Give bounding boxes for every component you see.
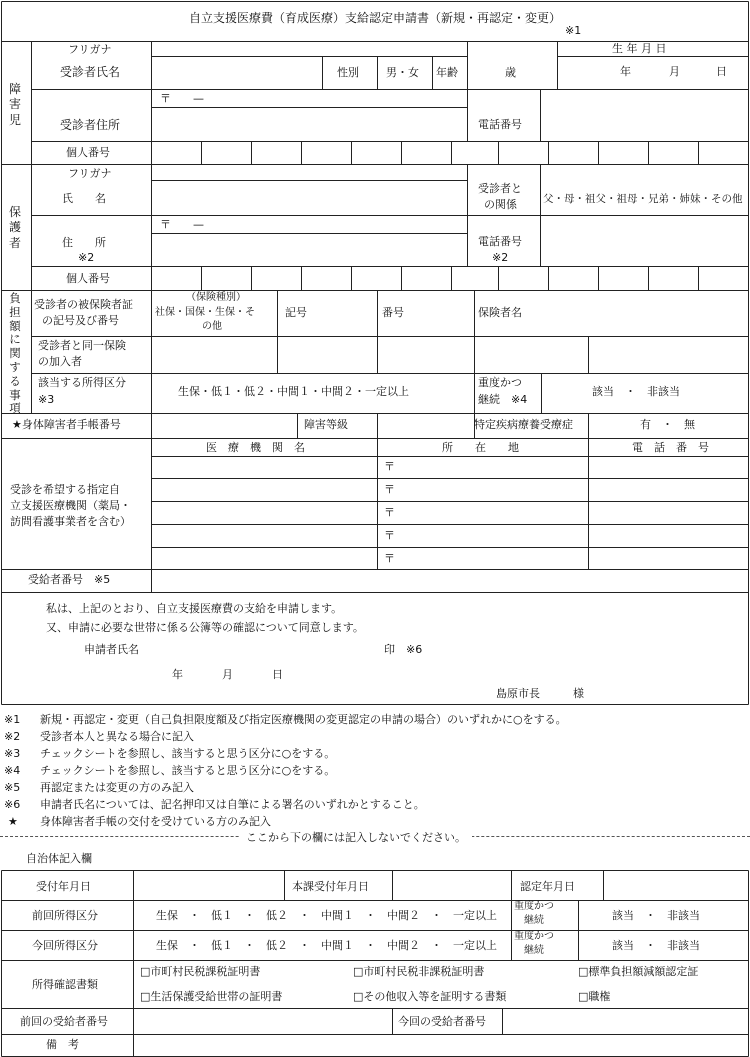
mayor-addressee: 島原市長 様 [496, 687, 584, 700]
note-mark-4: ※4 [4, 764, 21, 777]
office-curr-number-label: 今回の受給者番号 [398, 1015, 486, 1028]
institution-postal-2: 〒 [384, 483, 395, 496]
child-birth-month: 月 [669, 65, 680, 78]
insurance-label-2: の記号及び番号 [42, 314, 119, 327]
same-insurance-label-1: 受診者と同一保険 [38, 339, 126, 352]
doc-option-3[interactable]: □標準負担額減額認定証 [578, 965, 699, 978]
note-text-5: 再認定または変更の方のみ記入 [40, 781, 194, 794]
guardian-phone-label: 電話番号 [478, 235, 522, 248]
child-birth-label: 生 年 月 日 [612, 42, 667, 55]
insurance-label-1: 受診者の被保険者証 [34, 298, 133, 311]
guardian-relation-label-1: 受診者と [478, 182, 522, 195]
handbook-label: ★身体障害者手帳番号 [12, 418, 121, 431]
guardian-address-label: 住 所 [62, 236, 106, 249]
office-prev-severe-label-2: 継続 [524, 915, 544, 926]
guardian-relation-options[interactable]: 父・母・祖父・祖母・兄弟・姉妹・その他 [543, 193, 743, 205]
section-burden: 負 担 額 に 関 す る 事 項 [9, 291, 21, 416]
declaration-line-2: 又、申請に必要な世帯に係る公簿等の確認について同意します。 [46, 621, 364, 634]
guardian-address-note: ※2 [78, 251, 95, 264]
declaration-line-1: 私は、上記のとおり、自立支援医療費の支給を申請します。 [46, 602, 343, 615]
child-phone-label: 電話番号 [478, 118, 522, 131]
section-child: 障 害 児 [8, 82, 21, 127]
office-curr-severe-label-2: 継続 [524, 945, 544, 956]
applicant-name-label: 申請者氏名 [84, 643, 139, 656]
note-text-1: 新規・再認定・変更（自己負担限度額及び指定医療機関の変更認定の申請の場合）のいずれかに○をする。 [40, 713, 567, 726]
institution-label-2: 立支援医療機関（薬局・ [10, 499, 131, 512]
child-birth-day: 日 [716, 65, 727, 78]
child-mynumber-label: 個人番号 [66, 146, 110, 159]
child-postal: 〒 — [160, 92, 204, 105]
office-remarks-label: 備 考 [46, 1038, 79, 1051]
office-curr-severe-label-1: 重度かつ [514, 931, 554, 942]
income-options[interactable]: 生保・低１・低２・中間１・中間２・一定以上 [178, 385, 409, 398]
note-text-2: 受診者本人と異なる場合に記入 [40, 730, 194, 743]
office-curr-severe-options[interactable]: 該当 ・ 非該当 [612, 939, 700, 952]
cut-line-label: ここから下の欄には記入しないでください。 [240, 829, 472, 845]
child-name-label: 受診者氏名 [60, 65, 121, 79]
insurance-type-head: （保険種別） [186, 292, 246, 303]
same-insurance-label-2: の加入者 [38, 355, 82, 368]
specific-disease-label: 特定疾病療養受療症 [474, 418, 573, 431]
institution-postal-3: 〒 [384, 506, 395, 519]
decl-date-month: 月 [222, 668, 233, 681]
office-prev-income-label: 前回所得区分 [32, 909, 98, 922]
office-docs-label: 所得確認書類 [32, 978, 98, 991]
title-note: ※1 [565, 24, 582, 37]
severe-options[interactable]: 該当 ・ 非該当 [592, 385, 680, 398]
note-text-3: チェックシートを参照し、該当すると思う区分に○をする。 [40, 747, 336, 760]
child-furigana-label: フリガナ [68, 43, 112, 56]
institution-label-1: 受診を希望する指定自 [10, 483, 120, 496]
guardian-name-label: 氏 名 [62, 192, 106, 205]
insurance-type-options[interactable]: 社保・国保・生保・そ [155, 307, 255, 318]
child-age-label: 年齢 [436, 66, 458, 79]
insurance-symbol-label: 記号 [285, 306, 307, 319]
note-mark-6: ※6 [4, 798, 21, 811]
guardian-mynumber-label: 個人番号 [66, 272, 110, 285]
seal-label: 印 ※6 [384, 643, 423, 656]
recipient-number-label: 受給者番号 ※5 [28, 573, 111, 586]
guardian-postal: 〒 — [160, 218, 204, 231]
insurer-label: 保険者名 [478, 306, 522, 319]
note-mark-3: ※3 [4, 747, 21, 760]
office-title: 自治体記入欄 [26, 852, 92, 865]
office-dept-received-label: 本課受付年月日 [292, 880, 369, 893]
office-curr-income-label: 今回所得区分 [32, 939, 98, 952]
note-text-7: 身体障害者手帳の交付を受けている方のみ記入 [40, 815, 271, 828]
section-guardian: 保 護 者 [8, 205, 21, 250]
office-prev-income-options[interactable]: 生保 ・ 低１ ・ 低２ ・ 中間１ ・ 中間２ ・ 一定以上 [156, 909, 497, 922]
guardian-phone-note: ※2 [492, 251, 509, 264]
severe-label-1: 重度かつ [478, 376, 522, 389]
note-text-6: 申請者氏名については、記名押印又は自筆による署名のいずれかとすること。 [40, 798, 425, 811]
note-mark-5: ※5 [4, 781, 21, 794]
income-label-1: 該当する所得区分 [38, 376, 126, 389]
institution-col-name: 医 療 機 関 名 [206, 441, 305, 454]
office-curr-income-options[interactable]: 生保 ・ 低１ ・ 低２ ・ 中間１ ・ 中間２ ・ 一定以上 [156, 939, 497, 952]
child-sex-options[interactable]: 男・女 [386, 66, 419, 79]
note-mark-2: ※2 [4, 730, 21, 743]
grade-label: 障害等級 [304, 418, 348, 431]
decl-date-year: 年 [172, 668, 183, 681]
institution-postal-1: 〒 [384, 460, 395, 473]
office-prev-severe-options[interactable]: 該当 ・ 非該当 [612, 909, 700, 922]
note-mark-1: ※1 [4, 713, 21, 726]
office-received-label: 受付年月日 [36, 880, 91, 893]
child-sex-label: 性別 [337, 66, 359, 79]
decl-date-day: 日 [272, 668, 283, 681]
income-label-2: ※3 [38, 393, 55, 406]
office-prev-severe-label-1: 重度かつ [514, 901, 554, 912]
office-prev-number-label: 前回の受給者番号 [20, 1015, 108, 1028]
note-mark-7: ★ [8, 815, 18, 828]
severe-label-2: 継続 ※4 [478, 393, 528, 406]
child-birth-year: 年 [620, 65, 631, 78]
doc-option-4[interactable]: □生活保護受給世帯の証明書 [140, 990, 283, 1003]
guardian-relation-label-2: の関係 [484, 198, 517, 211]
doc-option-6[interactable]: □職権 [578, 990, 611, 1003]
doc-option-5[interactable]: □その他収入等を証明する書類 [353, 990, 507, 1003]
child-age-unit: 歳 [505, 66, 516, 79]
institution-col-address: 所 在 地 [442, 441, 519, 454]
institution-col-phone: 電 話 番 号 [632, 441, 709, 454]
institution-postal-4: 〒 [384, 529, 395, 542]
institution-postal-5: 〒 [384, 552, 395, 565]
insurance-type-options-2: の他 [202, 321, 222, 332]
doc-option-1[interactable]: □市町村民税課税証明書 [140, 965, 261, 978]
guardian-furigana-label: フリガナ [68, 167, 112, 180]
specific-disease-options[interactable]: 有 ・ 無 [640, 418, 695, 431]
doc-option-2[interactable]: □市町村民税非課税証明書 [353, 965, 485, 978]
note-text-4: チェックシートを参照し、該当すると思う区分に○をする。 [40, 764, 336, 777]
institution-label-3: 訪問看護事業者を含む） [10, 515, 131, 528]
child-address-label: 受診者住所 [60, 118, 121, 132]
insurance-number-label: 番号 [382, 306, 404, 319]
office-certified-label: 認定年月日 [520, 880, 575, 893]
